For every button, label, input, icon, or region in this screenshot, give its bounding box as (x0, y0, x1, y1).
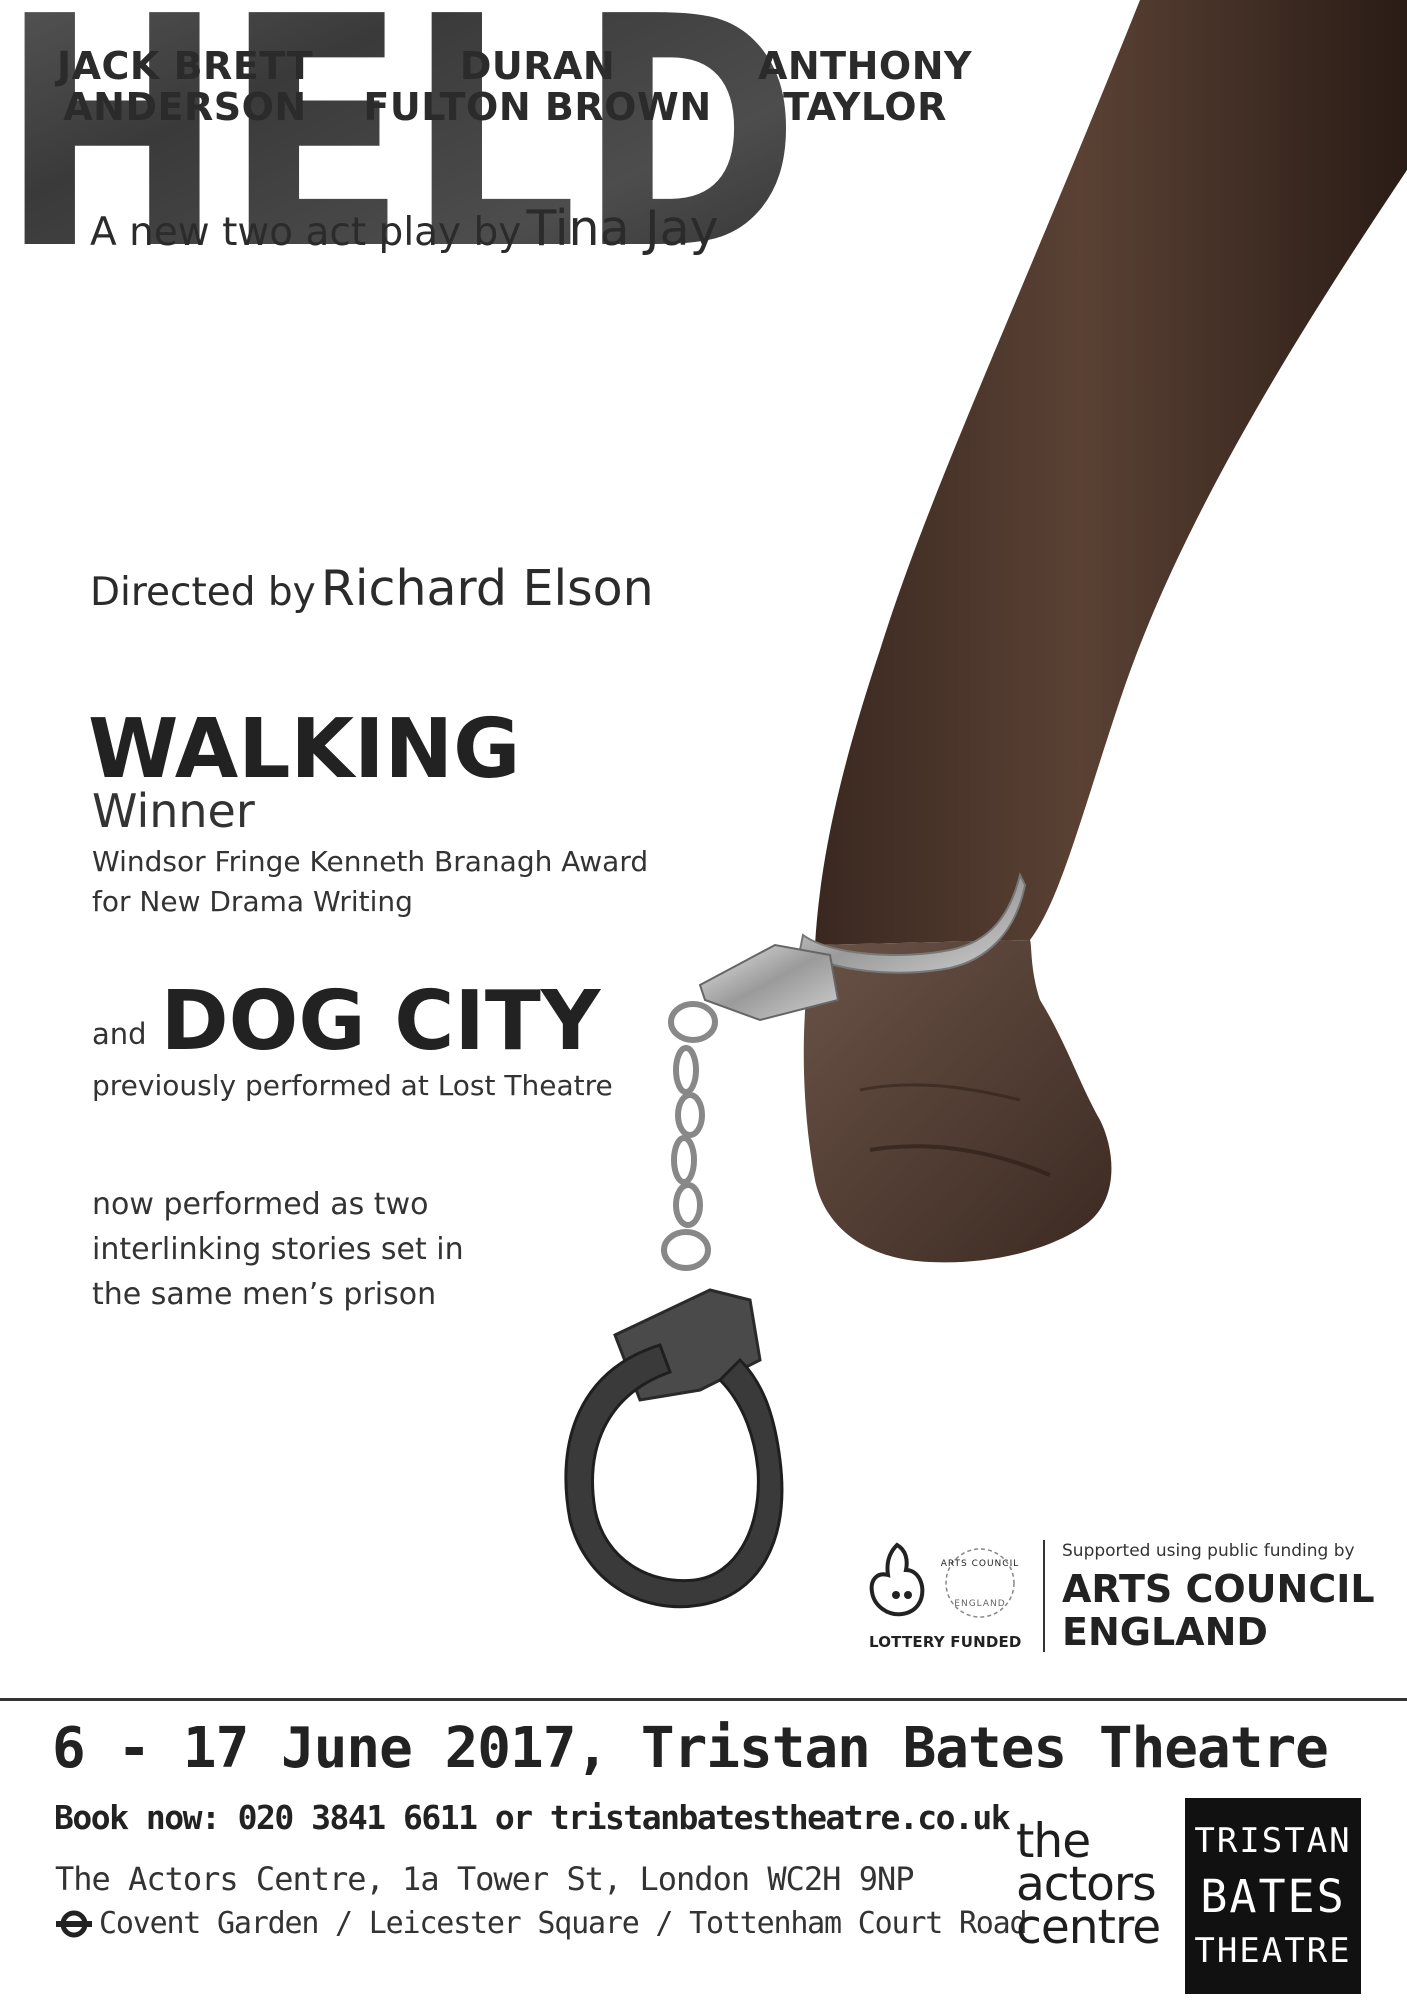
funding-note: Supported using public funding by (1062, 1541, 1355, 1561)
tristan-bates-theatre-logo (1185, 1798, 1361, 1994)
cast-name-line: DURAN (459, 44, 616, 88)
cast-name-line: FULTON BROWN (363, 85, 712, 129)
cast-name-line: JACK BRETT (56, 44, 313, 88)
play-description (92, 1182, 464, 1317)
svg-text:ARTS COUNCIL: ARTS COUNCIL (940, 1559, 1020, 1569)
underground-roundel-icon (55, 1909, 93, 1939)
director-prefix: Directed by (90, 570, 316, 615)
arts-council-seal-icon (940, 1538, 1020, 1628)
director-name: Richard Elson (320, 560, 654, 617)
dates-venue: 6 - 17 June 2017, Tristan Bates Theatre (52, 1716, 1328, 1781)
lottery-funded-label: LOTTERY FUNDED (869, 1633, 1022, 1651)
play-title-text: HELD (0, 0, 800, 250)
play-one-title: WALKING (88, 702, 521, 797)
description-line: interlinking stories set in (92, 1232, 464, 1267)
play-two-heading (92, 974, 601, 1069)
actors-centre-logo (1016, 1814, 1161, 1955)
funding-divider (1043, 1540, 1045, 1652)
cast-name-line: ANTHONY (757, 44, 973, 88)
award-line-2: for New Drama Writing (92, 885, 413, 918)
theatre-logo-line: TRISTAN (1194, 1821, 1352, 1861)
lottery-fingers-icon (862, 1540, 932, 1630)
award-label: Winner (92, 784, 255, 838)
description-line: now performed as two (92, 1187, 429, 1222)
cast-member-2 (355, 46, 720, 128)
playwright-prefix: A new two act play by (90, 210, 522, 255)
svg-text:ENGLAND: ENGLAND (954, 1599, 1006, 1609)
play-two-connector: and (92, 1017, 147, 1051)
description-line: the same men’s prison (92, 1277, 437, 1312)
cast-member-1 (50, 46, 320, 128)
booking-info: Book now: 020 3841 6611 or tristanbatestheatre.co.uk (54, 1798, 1010, 1837)
play-two-title: DOG CITY (160, 974, 601, 1069)
director-credit (90, 560, 654, 617)
playwright-credit (90, 200, 719, 257)
actors-centre-line: actors (1016, 1857, 1156, 1912)
actors-centre-line: centre (1016, 1900, 1161, 1955)
cast-member-3 (745, 46, 985, 128)
cast-name-line: TAYLOR (783, 85, 947, 129)
award-line-1: Windsor Fringe Kenneth Branagh Award (92, 845, 649, 878)
tube-stations-text: Covent Garden / Leicester Square / Tottenham Court Road (99, 1906, 1027, 1941)
footer-divider (0, 1698, 1407, 1701)
arts-council-line-1: ARTS COUNCIL (1062, 1567, 1375, 1611)
actors-centre-line: the (1016, 1814, 1091, 1869)
playwright-name: Tina Jay (526, 200, 719, 257)
arts-council-wordmark (1062, 1568, 1375, 1654)
arts-council-line-2: ENGLAND (1062, 1610, 1268, 1654)
venue-address: The Actors Centre, 1a Tower St, London WC2H 9NP (55, 1860, 914, 1898)
theatre-logo-line: THEATRE (1194, 1931, 1352, 1971)
theatre-logo-line: BATES (1200, 1870, 1346, 1923)
tube-stations (55, 1906, 1026, 1941)
cast-name-line: ANDERSON (63, 85, 307, 129)
play-two-note: previously performed at Lost Theatre (92, 1069, 613, 1102)
